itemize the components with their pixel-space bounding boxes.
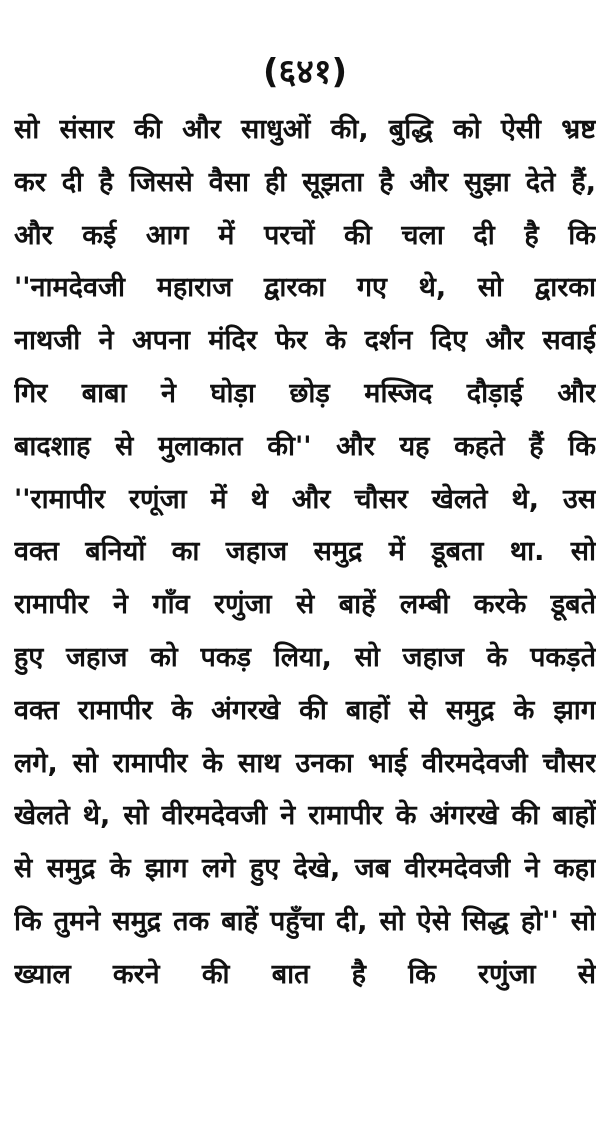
text-line: बादशाह से मुलाकात की'' और यह कहते हैं कि bbox=[14, 430, 596, 462]
text-line: सो संसार की और साधुओं की, बुद्धि को ऐसी भ्रष्ट bbox=[14, 114, 596, 145]
text-line: गिर बाबा ने घोड़ा छोड़ मस्जिद दौड़ाई और bbox=[14, 377, 596, 409]
text-line: ''रामापीर रणूंजा में थे और चौसर खेलते थे, उस bbox=[14, 483, 596, 515]
body-text bbox=[14, 104, 596, 1002]
text-line: वक्त रामापीर के अंगरखे की बाहों से समुद्र के झाग bbox=[14, 694, 596, 726]
text-line: और कई आग में परचों की चला दी है कि bbox=[14, 219, 596, 251]
text-line: ''नामदेवजी महाराज द्वारका गए थे, सो द्वारका bbox=[14, 272, 596, 304]
text-line: कि तुमने समुद्र तक बाहें पहुँचा दी, सो ऐसे सिद्ध हो'' सो bbox=[14, 905, 596, 937]
text-line: कर दी है जिससे वैसा ही सूझता है और सुझा देते हैं, bbox=[14, 166, 596, 198]
text-line: ख्याल करने की बात है कि रणुंजा से bbox=[14, 958, 596, 990]
text-line: हुए जहाज को पकड़ लिया, सो जहाज के पकड़ते bbox=[14, 641, 596, 673]
text-line: लगे, सो रामापीर के साथ उनका भाई वीरमदेवजी चौसर bbox=[14, 747, 596, 779]
text-line: नाथजी ने अपना मंदिर फेर के दर्शन दिए और सवाई bbox=[14, 325, 596, 357]
text-line: वक्त बनियों का जहाज समुद्र में डूबता था. सो bbox=[14, 536, 596, 568]
text-line: से समुद्र के झाग लगे हुए देखे, जब वीरमदेवजी ने कहा bbox=[14, 853, 596, 885]
page-number: (६४१) bbox=[262, 52, 348, 92]
text-line: रामापीर ने गाँव रणुंजा से बाहें लम्बी करके डूबते bbox=[14, 589, 596, 621]
text-line: खेलते थे, सो वीरमदेवजी ने रामापीर के अंगरखे की बाहों bbox=[14, 800, 596, 832]
